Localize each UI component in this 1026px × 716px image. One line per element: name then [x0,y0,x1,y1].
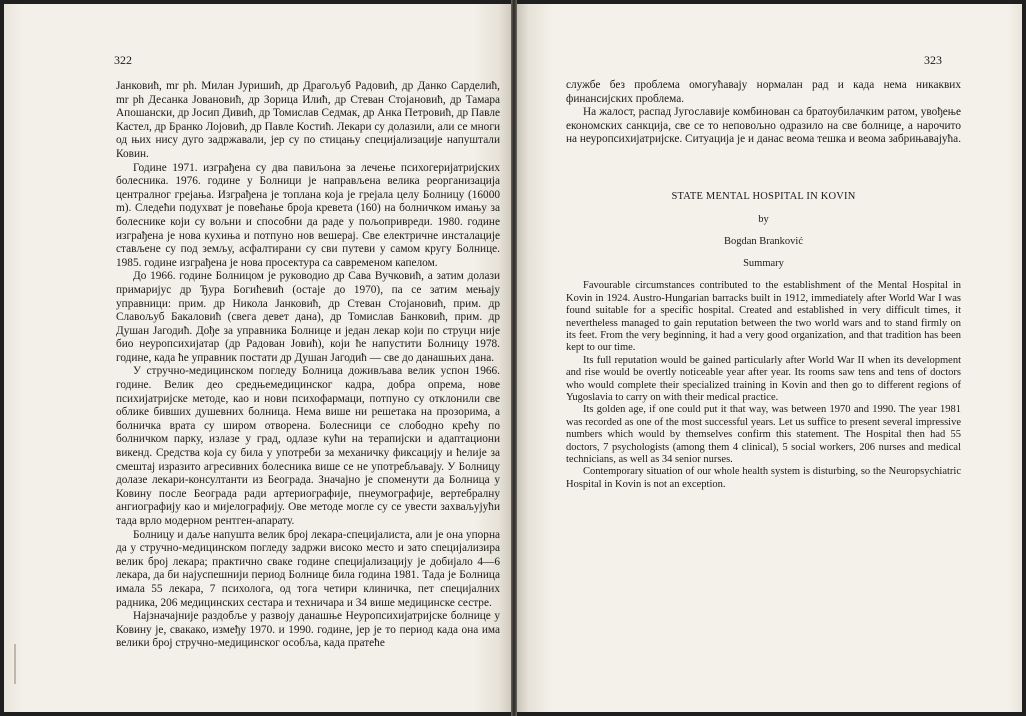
paragraph: Године 1971. изграђена су два павиљона за лечење психогеријатријских болесника. 1976. године у Болници је направљена велика реорганизација централног грејања. Изграђена је топлана која је грејала целу Болницу (16000 m). Следећи подухват је повећање броја кревета (160) на болничком имању за болеснике који су вољни и способни да раде у пољопривреди. 1980. године изграђена је нова кухиња и потпуно нов вешерај. Све електричне инсталације стављене су под земљу, асфалтирани су сви путеви у самом кругу Болнице. 1985. године изграђена је нова просектура са савременом капелом. [116,161,500,269]
summary-paragraph: Its golden age, if one could put it that way, was between 1970 and 1990. The year 1981 was recorded as one of the most successful years. Let us suffice to present several impressive numbers which would by themselves confirm this statement. The Hospital then had 55 doctors, 7 psychologists (among them 4 clinical), 5 social workers, 206 nurses and medical technicians, as well as 34 senior nurses. [566,404,961,466]
summary-title: STATE MENTAL HOSPITAL IN KOVIN [671,190,856,202]
paragraph: На жалост, распад Југославије комбинован са братоубилачким ратом, увођење економских санкција, све се то неповољно одразило на све болнице, а нарочито на неуропсихијатријске. Ситуација је и данас веома тешка и веома забрињавајућа. [566,106,962,146]
summary-label: Summary [743,257,784,269]
paragraph: Болницу и даље напушта велик број лекара-специјалиста, али је она упорна да у стручно-медицинском погледу задржи високо место и зато специјализира велик број лекара; практично сваке године специјализацију је добијало 4—6 лекара, да би најуспешнији период Болнице била година 1981. Тада је Болница имала 55 лекара, 7 психолога, од тога четири клиничка, пет специјалних радника, 206 медицинских сестара и техничара и 34 више медицинске сестре. [116,528,500,609]
summary-paragraph: Its full reputation would be gained particularly after World War II when its development and rise would be overtly noticeable year after year. Its rooms saw tens and tens of doctors who would complete their specialized training in Kovin and then go to different regions of Yugoslavia to carry on with their medical practice. [566,354,961,403]
paragraph: службе без проблема омогућавају нормалан рад и када нема никаквих финансијских проблема. [566,79,961,105]
paragraph: У стручно-медицинском погледу Болница доживљава велик успон 1966. године. Велик део средњемедицинског кадра, добра опрема, нове психијатријске методе, као и нови психофармаци, потпуно су отклонили све облике бивших душевних болница. Нема више ни решетака на прозорима, а болничка врата су широм отворена. Болесници се слободно крећу по болничком парку, излазе у град, одлазе кући на терапијски и адаптациони викенд. Средства која су била у употреби за механичку фиксацију и ћелије за смештај изразито агресивних болесника више се не употребљавају. У Болницу долазе лекари-консултанти из Београда. Значајно је споменути да Болница у Ковину после Београда ради артериографије, пнеумографије, вертебралну ангиографију као и мијелографију. Ове методе могле су се увести захваљујући тада врло модерном рентген-апарату. [116,365,500,527]
page-number-right: 323 [924,53,942,67]
right-page-text [566,79,961,491]
left-page [4,4,511,712]
paragraph: Јанковић, mr ph. Милан Јуришић, др Драгољуб Радовић, др Данко Сарделић, mr ph Десанка Јовановић, др Зорица Илић, др Стеван Стојановић, др Тамара Апошански, др Јосип Дивић, др Томислав Седмак, др Анка Петровић, др Павле Кастел, др Бранко Лојовић, др Павле Костић. Лекари су долазили, али се многи од њих нису дуго задржавали, јер су по стицању специјализације напуштали Ковин. [116,80,500,160]
summary-paragraph: Favourable circumstances contributed to the establishment of the Mental Hospital in Kovin in 1924. Austro-Hungarian barracks built in 1912, immediately after World War I was found suitable for a specific hospital. Created and established in very difficult times, it nevertheless managed to gain reputation between the two world wars and to stand firmly on its feet. From the very beginning, it had a very good organization, and that tradition has been kept to our time. [566,280,961,354]
summary-paragraph: Contemporary situation of our whole health system is disturbing, so the Neuropsychiatric Hospital in Kovin is not an exception. [566,466,961,490]
page-edge-mark [14,644,16,684]
right-page [517,4,1022,712]
summary-author: Bogdan Branković [723,236,804,248]
paragraph: Најзначајније раздобље у развоју данашње Неуропсихијатријске болнице у Ковину је, свакако, између 1970. и 1990. године, јер је то период када она има велики број стручно-медицинског особља, када пратеће [116,610,500,650]
left-page-text [116,80,500,651]
english-summary [566,190,961,491]
paragraph: До 1966. године Болницом је руководио др Сава Вучковић, а затим долази примаријус др Ђура Богићевић (остаје до 1970), па се затим мењају управници: прим. др Никола Јанковић, др Стеван Стојановић, прим. др Славољуб Бакаловић (свега девет дана), др Томислав Банковић, прим. др Душан Јагодић. Дође за управника Болнице и један лекар који по струци није био неуропсихијатар (др Радован Јовић), који ће напустити Болницу 1978. године, када ће управник постати др Душан Јагодић — све до данашњих дана. [116,270,500,364]
page-number-left: 322 [114,53,132,67]
summary-by: by [758,213,769,225]
